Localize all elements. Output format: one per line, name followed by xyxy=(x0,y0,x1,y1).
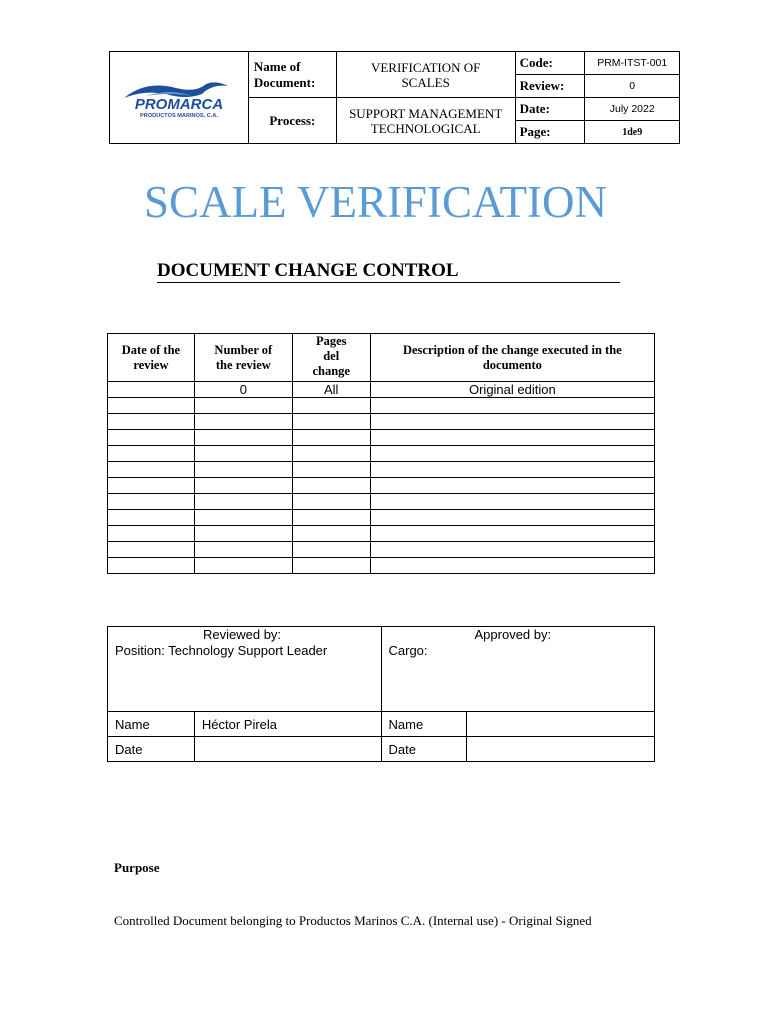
table-row xyxy=(108,542,655,558)
table-row xyxy=(108,510,655,526)
table-cell xyxy=(108,510,195,526)
table-cell xyxy=(194,478,292,494)
table-cell xyxy=(370,542,654,558)
date-value: July 2022 xyxy=(585,98,680,121)
table-cell xyxy=(292,494,370,510)
table-row xyxy=(108,478,655,494)
table-cell xyxy=(292,430,370,446)
approver-date-value xyxy=(467,737,655,762)
table-cell xyxy=(370,430,654,446)
table-row xyxy=(108,398,655,414)
logo-subtext: PRODUCTOS MARINOS, C.A. xyxy=(140,112,218,118)
table-cell xyxy=(292,446,370,462)
table-cell: Original edition xyxy=(370,382,654,398)
table-cell xyxy=(108,494,195,510)
table-cell xyxy=(370,398,654,414)
approved-by-label: Approved by: xyxy=(474,627,552,642)
date-label-cell: Date xyxy=(108,737,195,762)
approver-date-label: Date xyxy=(381,737,467,762)
table-cell xyxy=(370,462,654,478)
table-cell xyxy=(292,558,370,574)
reviewer-name: Héctor Pirela xyxy=(194,712,381,737)
logo-text: PROMARCA xyxy=(134,95,224,113)
process-label: Process: xyxy=(248,98,336,144)
table-row xyxy=(108,446,655,462)
table-cell xyxy=(292,462,370,478)
table-cell xyxy=(108,414,195,430)
table-cell xyxy=(108,478,195,494)
approval-table xyxy=(107,626,655,762)
table-cell xyxy=(194,542,292,558)
table-cell xyxy=(108,542,195,558)
cargo-label: Cargo: xyxy=(388,643,428,658)
table-cell xyxy=(292,542,370,558)
table-cell xyxy=(370,558,654,574)
name-value: VERIFICATION OF SCALES xyxy=(336,52,515,98)
name-label: Name of Document: xyxy=(248,52,336,98)
table-cell xyxy=(292,398,370,414)
table-header-row xyxy=(108,334,655,382)
table-cell xyxy=(108,558,195,574)
process-value-line2: TECHNOLOGICAL xyxy=(370,120,481,136)
col-header: Date of the review xyxy=(108,334,195,382)
col-header: Pages del change xyxy=(292,334,370,382)
table-cell xyxy=(370,526,654,542)
page-value: 1de9 xyxy=(585,121,680,144)
table-cell xyxy=(108,446,195,462)
review-value: 0 xyxy=(585,75,680,98)
table-row xyxy=(108,414,655,430)
reviewed-by-cell xyxy=(108,627,382,712)
table-cell xyxy=(370,414,654,430)
page-label: Page: xyxy=(515,121,585,144)
approver-name-label: Name xyxy=(381,712,467,737)
position-text: Position: Technology Support Leader xyxy=(115,643,328,658)
table-cell xyxy=(194,558,292,574)
code-value: PRM-ITST-001 xyxy=(585,52,680,75)
table-cell xyxy=(108,430,195,446)
document-title: SCALE VERIFICATION xyxy=(144,177,607,227)
table-cell xyxy=(194,414,292,430)
table-cell xyxy=(292,526,370,542)
change-control-table xyxy=(107,333,655,574)
table-row xyxy=(108,494,655,510)
table-cell xyxy=(194,398,292,414)
table-cell xyxy=(370,478,654,494)
table-row xyxy=(108,382,655,398)
table-cell xyxy=(370,494,654,510)
table-cell xyxy=(292,510,370,526)
date-label: Date: xyxy=(515,98,585,121)
col-header: Number of the review xyxy=(194,334,292,382)
table-cell: All xyxy=(292,382,370,398)
table-cell xyxy=(108,526,195,542)
table-cell: 0 xyxy=(194,382,292,398)
table-cell xyxy=(108,398,195,414)
promarca-logo xyxy=(116,74,242,118)
table-row xyxy=(108,430,655,446)
table-cell xyxy=(292,414,370,430)
approver-name-value xyxy=(467,712,655,737)
col-header: Description of the change executed in the documento xyxy=(370,334,654,382)
name-label-cell: Name xyxy=(108,712,195,737)
table-cell xyxy=(194,430,292,446)
reviewed-by-label: Reviewed by: xyxy=(203,627,282,642)
table-cell xyxy=(194,494,292,510)
table-cell xyxy=(108,382,195,398)
change-control-heading-text: DOCUMENT CHANGE CONTROL xyxy=(157,260,459,281)
table-cell xyxy=(194,526,292,542)
approved-by-cell xyxy=(381,627,655,712)
table-cell xyxy=(194,462,292,478)
review-label: Review: xyxy=(515,75,585,98)
table-cell xyxy=(292,478,370,494)
process-value-line1: SUPPORT MANAGEMENT xyxy=(349,105,503,121)
change-control-heading xyxy=(157,260,620,283)
table-row xyxy=(108,526,655,542)
purpose-heading: Purpose xyxy=(114,860,160,875)
process-value xyxy=(336,98,515,144)
table-row xyxy=(108,558,655,574)
reviewer-date xyxy=(194,737,381,762)
table-cell xyxy=(370,446,654,462)
document-header xyxy=(109,51,680,144)
table-cell xyxy=(370,510,654,526)
table-cell xyxy=(108,462,195,478)
table-cell xyxy=(194,510,292,526)
footer-note: Controlled Document belonging to Productos Marinos C.A. (Internal use) - Original Signed xyxy=(114,913,592,928)
code-label: Code: xyxy=(515,52,585,75)
table-cell xyxy=(194,446,292,462)
logo-cell xyxy=(110,52,249,144)
table-row xyxy=(108,462,655,478)
